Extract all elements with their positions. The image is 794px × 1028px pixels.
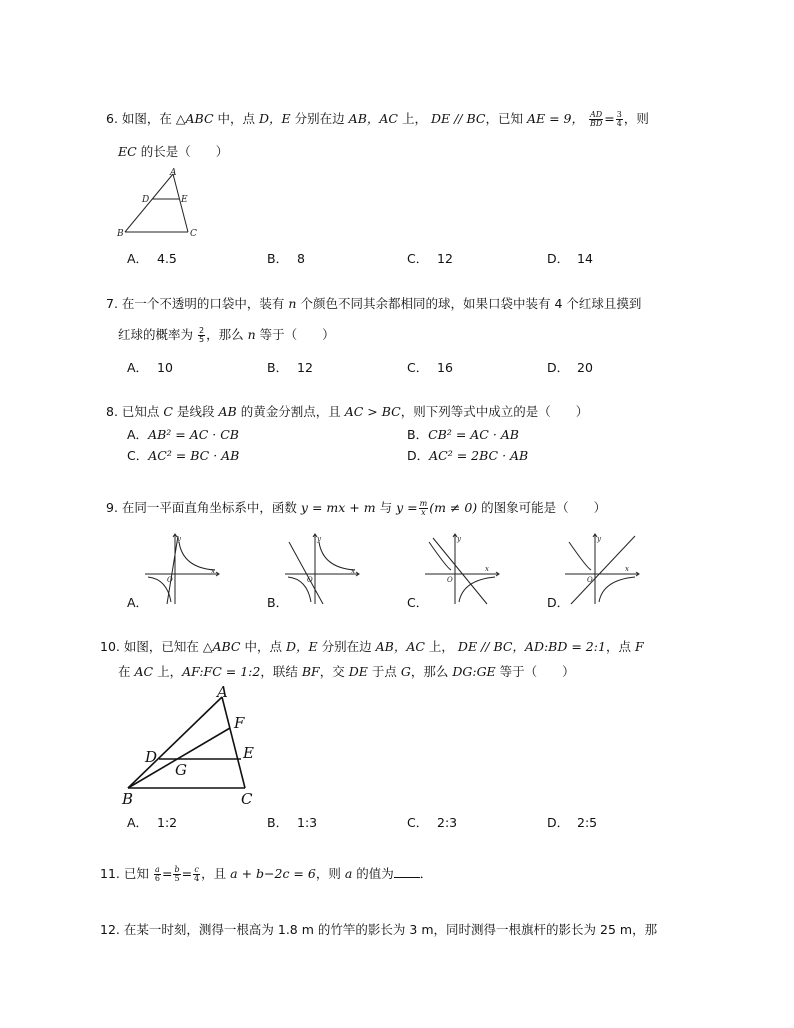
graph-c-origin-label: O — [447, 576, 453, 584]
label-c: C — [190, 229, 197, 239]
q10-label-b: B — [122, 790, 134, 808]
q8-option-d[interactable]: D．AC² = 2BC · AB — [407, 448, 529, 463]
q10-label-d: D — [145, 748, 158, 766]
answer-blank[interactable] — [394, 865, 420, 878]
fraction-2-5: $\frac{2}{5}$ — [199, 326, 205, 344]
q6-line1: 6. 如图，在 △ABC 中，点 D，E 分别在边 AB，AC 上， DE // BC，已知 AE = 9， $\frac{AD}{BD}$ = $\frac{3}{4}$ ，则 — [106, 110, 649, 128]
q8-option-a[interactable]: A．AB² = AC · CB — [127, 427, 239, 442]
q12-line1: 12. 在某一时刻，测得一根高为 1.8 m 的竹竿的影长为 3 m，同时测得一根旗杆的影长为 25 m，那 — [100, 922, 658, 937]
graph-d-origin-label: O — [587, 576, 593, 584]
graph-d-x-label: x — [625, 565, 629, 573]
q7-option-a[interactable]: A． 10 — [127, 360, 173, 375]
q6-option-c[interactable]: C． 12 — [407, 251, 453, 266]
q8-option-b[interactable]: B．CB² = AC · AB — [407, 427, 519, 442]
graph-b-origin-label: O — [307, 576, 313, 584]
q9-graph-a — [145, 532, 221, 606]
q7-line2: 红球的概率为 $\frac{2}{5}$ ，那么 n 等于（ ） — [118, 326, 335, 344]
label-b: B — [117, 229, 124, 239]
graph-b-y-label: y — [317, 535, 321, 543]
fraction-3-4: $\frac{3}{4}$ — [616, 110, 622, 128]
label-a: A — [170, 168, 177, 178]
q11-line1: 11. 已知 $\frac{a}{6}$ = $\frac{b}{5}$ = $\frac{c}{4}$ ，且 a + b−2c = 6，则 a 的值为 ． — [100, 865, 433, 883]
q9-option-a[interactable]: A． — [127, 595, 149, 610]
graph-a-y-label: y — [177, 535, 181, 543]
q9-graph-d — [565, 532, 641, 606]
q10-label-g: G — [175, 761, 187, 779]
graph-b-x-label: x — [351, 567, 355, 575]
q10-option-d[interactable]: D． 2:5 — [547, 815, 598, 830]
q12-number: 12. — [100, 922, 120, 937]
q7-option-b[interactable]: B． 12 — [267, 360, 313, 375]
q8-number: 8. — [106, 404, 118, 419]
q6-option-d[interactable]: D． 14 — [547, 251, 593, 266]
fraction-c-4: $\frac{c}{4}$ — [194, 865, 200, 883]
q10-option-b[interactable]: B． 1:3 — [267, 815, 318, 830]
q7-option-c[interactable]: C． 16 — [407, 360, 453, 375]
q9-option-c[interactable]: C． — [407, 595, 429, 610]
q10-option-a[interactable]: A． 1:2 — [127, 815, 178, 830]
fraction-b-5: $\frac{b}{5}$ — [174, 865, 180, 883]
q9-option-d[interactable]: D． — [547, 595, 570, 610]
q9-number: 9. — [106, 500, 118, 515]
q10-label-e: E — [243, 744, 254, 762]
q8-option-c[interactable]: C．AC² = BC · AB — [127, 448, 240, 463]
label-e: E — [181, 195, 188, 205]
q6-option-a[interactable]: A． 4.5 — [127, 251, 177, 266]
q9-option-b[interactable]: B． — [267, 595, 289, 610]
graph-c-x-label: x — [485, 565, 489, 573]
q7-option-d[interactable]: D． 20 — [547, 360, 593, 375]
graph-d-y-label: y — [597, 535, 601, 543]
q9-line1: 9. 在同一平面直角坐标系中，函数 y = mx + m 与 y = $\frac{m}{x}$ (m ≠ 0) 的图象可能是（ ） — [106, 499, 607, 517]
label-d: D — [142, 195, 150, 205]
q10-label-c: C — [241, 790, 253, 808]
fraction-a-6: $\frac{a}{6}$ — [154, 865, 160, 883]
q10-label-a: A — [217, 683, 228, 701]
q10-line2: 在 AC 上，AF:FC = 1:2，联结 BF，交 DE 于点 G，那么 DG:GE 等于（ ） — [118, 664, 575, 679]
q7-line1: 7. 在一个不透明的口袋中，装有 n 个颜色不同其余都相同的球，如果口袋中装有 4 个红球且摸到 — [106, 296, 642, 311]
q9-graph-c — [425, 532, 501, 606]
q6-line2: EC 的长是（ ） — [118, 144, 229, 159]
graph-c-y-label: y — [457, 535, 461, 543]
q10-number: 10. — [100, 639, 120, 654]
q9-graph-b — [285, 532, 361, 606]
q8-line1: 8. 已知点 C 是线段 AB 的黄金分割点，且 AC > BC，则下列等式中成立的是（ ） — [106, 404, 589, 419]
fraction-m-x: $\frac{m}{x}$ — [419, 499, 428, 517]
q10-label-f: F — [234, 714, 245, 732]
q7-number: 7. — [106, 296, 118, 311]
q6-number: 6. — [106, 111, 118, 126]
q6-option-b[interactable]: B． 8 — [267, 251, 305, 266]
graph-a-x-label: x — [211, 567, 215, 575]
q10-option-c[interactable]: C． 2:3 — [407, 815, 458, 830]
q11-number: 11. — [100, 866, 120, 881]
q10-triangle-figure — [118, 684, 268, 808]
fraction-ad-bd: $\frac{AD}{BD}$ — [589, 110, 603, 128]
q6-triangle-figure — [115, 168, 205, 240]
graph-a-origin-label: O — [167, 576, 173, 584]
q10-line1: 10. 如图，已知在 △ABC 中，点 D，E 分别在边 AB，AC 上， DE // BC，AD:BD = 2:1，点 F — [100, 639, 644, 654]
